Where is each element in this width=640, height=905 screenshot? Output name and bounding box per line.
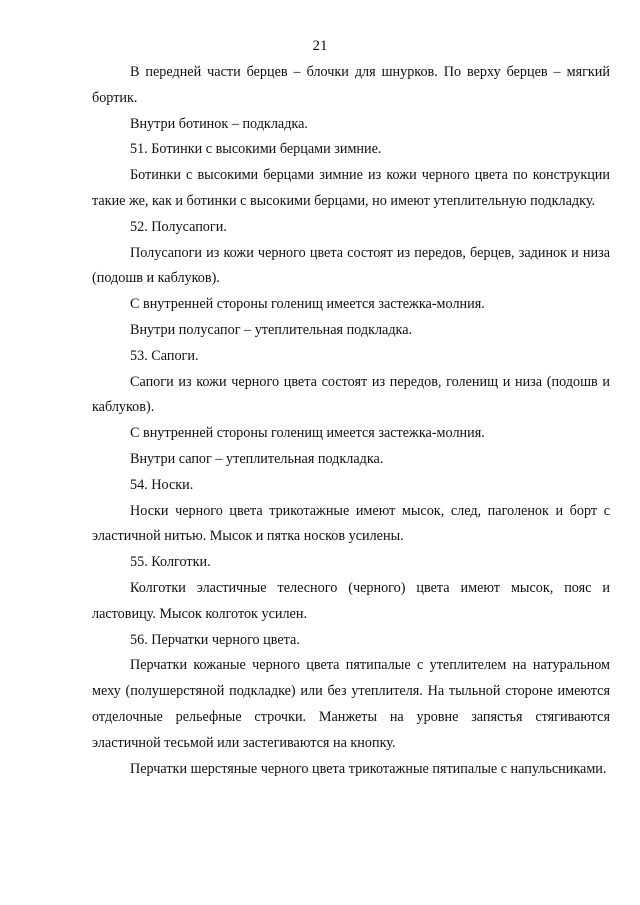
paragraph: Носки черного цвета трикотажные имеют мысок, след, паголенок и борт с эластичной нитью. Мысок и пятка носков усилены.	[92, 502, 610, 545]
section-heading: 51. Ботинки с высокими берцами зимние.	[130, 141, 382, 158]
section-heading: 53. Сапоги.	[130, 347, 199, 364]
section-heading: 55. Колготки.	[130, 554, 211, 571]
paragraph: Внутри сапог – утеплительная подкладка.	[130, 450, 384, 467]
paragraph: Колготки эластичные телесного (черного) цвета имеют мысок, пояс и ластовицу. Мысок колготок усилен.	[92, 579, 610, 622]
section-heading: 56. Перчатки черного цвета.	[130, 631, 300, 648]
paragraph: Перчатки шерстяные черного цвета трикотажные пятипалые с напульсниками.	[130, 760, 607, 777]
section-heading: 54. Носки.	[130, 476, 194, 493]
paragraph: Перчатки кожаные черного цвета пятипалые с утеплителем на натуральном меху (полушерстяной подкладке) или без утеплителя. На тыльной стороне имеются отделочные рельефные строчки. Манжеты на уровне запястья стягиваются эластичной тесьмой или застегиваются на кнопку.	[92, 657, 610, 751]
page-number: 21	[312, 38, 328, 54]
section-heading: 52. Полусапоги.	[130, 218, 227, 235]
paragraph: С внутренней стороны голенищ имеется застежка-молния.	[130, 425, 485, 442]
paragraph: С внутренней стороны голенищ имеется застежка-молния.	[130, 296, 485, 313]
paragraph: Внутри полусапог – утеплительная подкладка.	[130, 321, 413, 338]
paragraph: Полусапоги из кожи черного цвета состоят из передов, берцев, задинок и низа (подошв и каблуков).	[92, 244, 610, 287]
paragraph: Внутри ботинок – подкладка.	[130, 115, 308, 132]
document-body	[92, 60, 610, 782]
paragraph: В передней части берцев – блочки для шнурков. По верху берцев – мягкий бортик.	[92, 64, 610, 106]
paragraph: Сапоги из кожи черного цвета состоят из передов, голенищ и низа (подошв и каблуков).	[92, 373, 610, 416]
paragraph: Ботинки с высокими берцами зимние из кожи черного цвета по конструкции такие же, как и ботинки с высокими берцами, но имеют утеплительную подкладку.	[92, 167, 610, 209]
